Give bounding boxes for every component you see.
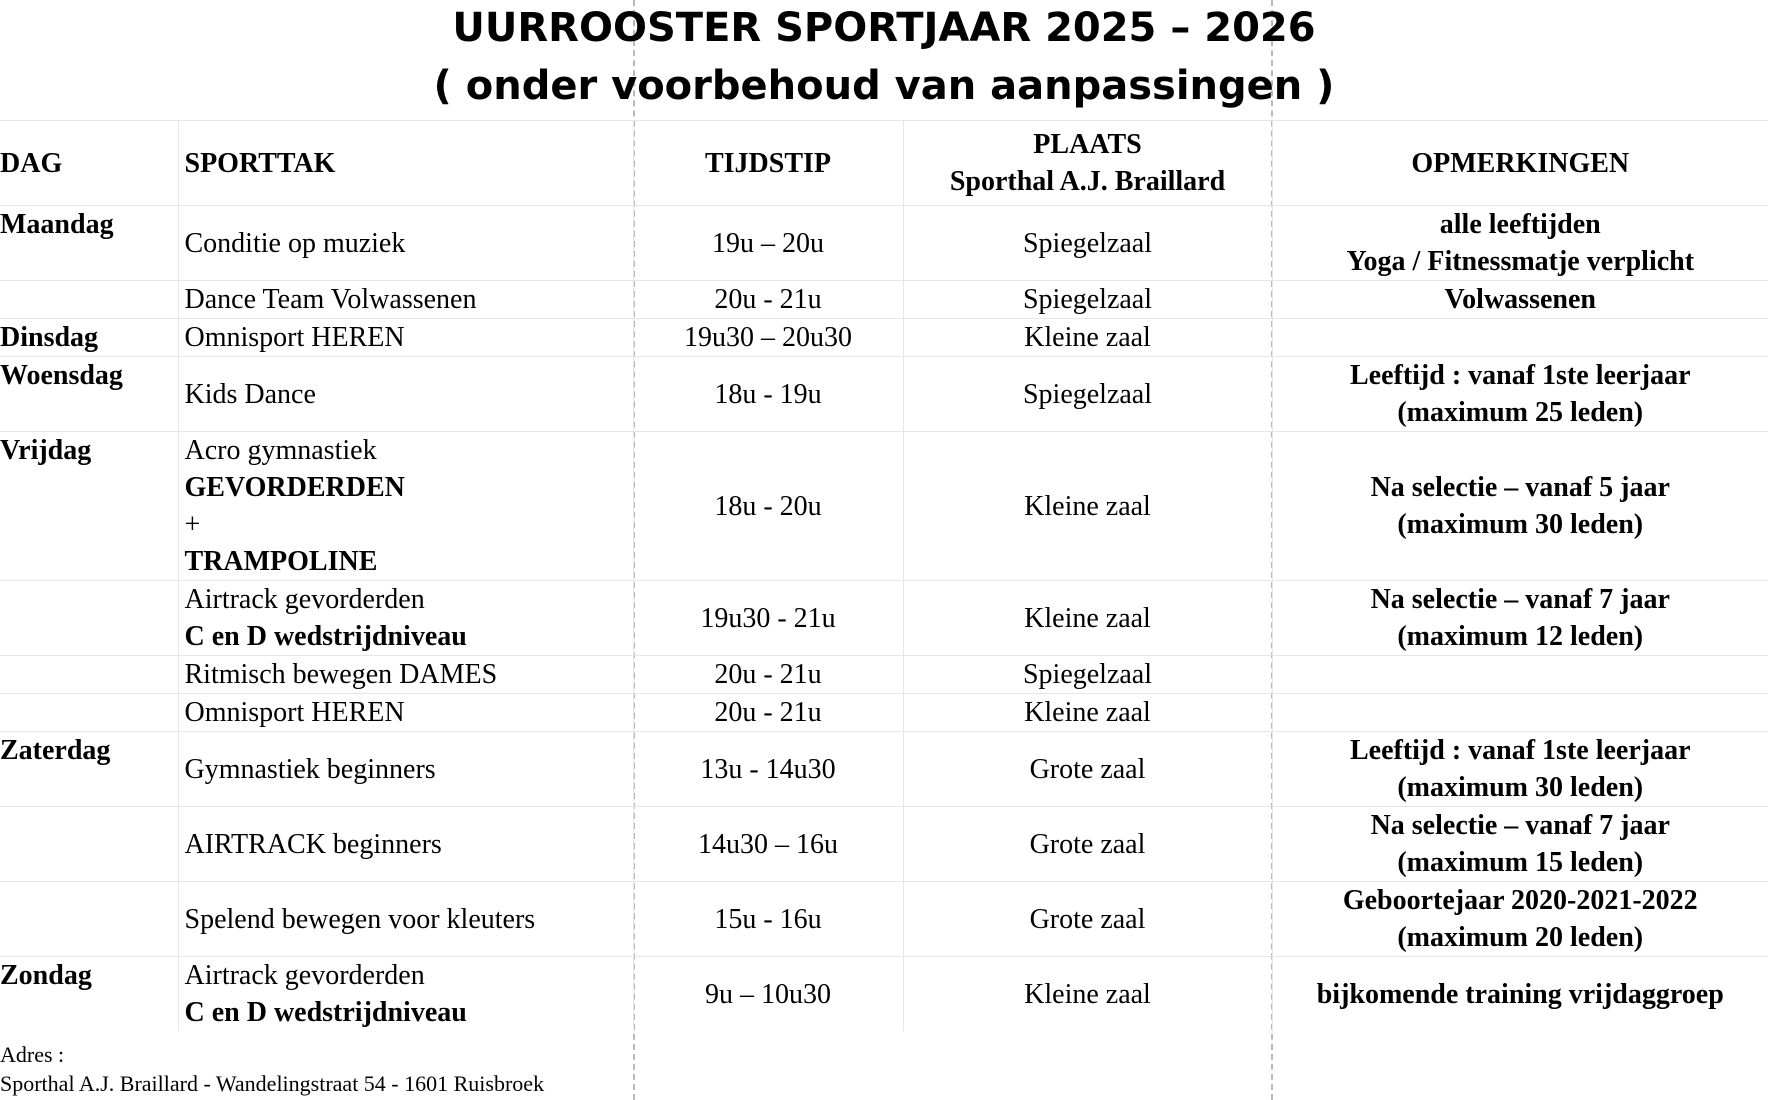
cell-sporttak	[178, 581, 633, 656]
cell-dag	[0, 656, 178, 694]
cell-tijdstip: 9u – 10u30	[633, 957, 903, 1032]
cell-dag	[0, 807, 178, 882]
table-row	[0, 206, 1768, 281]
opmerking-line: Leeftijd : vanaf 1ste leerjaar	[1349, 360, 1691, 391]
header-plaats	[903, 121, 1272, 206]
opmerking-line: alle leeftijden	[1439, 209, 1601, 240]
cell-dag: Woensdag	[0, 357, 178, 432]
sporttak-line: TRAMPOLINE	[184, 546, 378, 577]
table-row	[0, 957, 1768, 1032]
cell-dag: Zondag	[0, 957, 178, 1032]
page-title: UURROOSTER SPORTJAAR 2025 – 2026	[452, 5, 1316, 51]
sporttak-line: Gymnastiek beginners	[184, 753, 436, 785]
cell-sporttak	[178, 432, 633, 581]
cell-opmerkingen	[1272, 357, 1768, 432]
cell-opmerkingen	[1272, 957, 1768, 1032]
cell-plaats: Grote zaal	[903, 732, 1272, 807]
cell-plaats: Kleine zaal	[903, 581, 1272, 656]
address-text: Sporthal A.J. Braillard - Wandelingstraat 54 - 1601 Ruisbroek	[0, 1071, 545, 1096]
table-row	[0, 732, 1768, 807]
cell-plaats: Spiegelzaal	[903, 357, 1272, 432]
sporttak-line: Omnisport HEREN	[184, 697, 405, 728]
cell-sporttak	[178, 206, 633, 281]
sporttak-line: Ritmisch bewegen DAMES	[184, 659, 498, 690]
header-opmerkingen: OPMERKINGEN	[1272, 121, 1768, 206]
cell-sporttak	[178, 656, 633, 694]
sporttak-line: C en D wedstrijdniveau	[184, 621, 467, 652]
cell-dag: Maandag	[0, 206, 178, 281]
cell-tijdstip: 20u - 21u	[633, 694, 903, 732]
cell-opmerkingen	[1272, 882, 1768, 957]
table-row	[0, 432, 1768, 581]
cell-dag	[0, 882, 178, 957]
cell-plaats: Grote zaal	[903, 882, 1272, 957]
cell-opmerkingen	[1272, 319, 1768, 357]
header-dag: DAG	[0, 121, 178, 206]
header-plaats-venue: Sporthal A.J. Braillard	[949, 166, 1226, 197]
cell-opmerkingen	[1272, 432, 1768, 581]
cell-plaats: Kleine zaal	[903, 432, 1272, 581]
cell-sporttak	[178, 957, 633, 1032]
cell-sporttak	[178, 807, 633, 882]
cell-opmerkingen	[1272, 694, 1768, 732]
cell-sporttak	[178, 694, 633, 732]
sporttak-line: +	[184, 509, 201, 540]
sporttak-line: C en D wedstrijdniveau	[184, 997, 467, 1028]
cell-tijdstip: 19u – 20u	[633, 206, 903, 281]
cell-dag: Vrijdag	[0, 432, 178, 581]
sporttak-line: AIRTRACK beginners	[184, 828, 442, 860]
cell-opmerkingen	[1272, 732, 1768, 807]
opmerking-line: bijkomende training vrijdaggroep	[1316, 978, 1724, 1010]
header-sporttak: SPORTTAK	[178, 121, 633, 206]
opmerking-line: Volwassenen	[1444, 284, 1596, 315]
opmerking-line: (maximum 12 leden)	[1397, 621, 1644, 652]
cell-sporttak	[178, 732, 633, 807]
cell-tijdstip: 19u30 - 21u	[633, 581, 903, 656]
cell-opmerkingen	[1272, 581, 1768, 656]
cell-tijdstip: 13u - 14u30	[633, 732, 903, 807]
cell-opmerkingen	[1272, 656, 1768, 694]
opmerking-line: Leeftijd : vanaf 1ste leerjaar	[1349, 735, 1691, 766]
table-row	[0, 281, 1768, 319]
opmerking-line: (maximum 30 leden)	[1397, 509, 1644, 540]
sporttak-line: Conditie op muziek	[184, 227, 406, 259]
schedule-table	[0, 120, 1768, 1031]
cell-dag	[0, 281, 178, 319]
cell-dag: Zaterdag	[0, 732, 178, 807]
cell-dag: Dinsdag	[0, 319, 178, 357]
cell-tijdstip: 14u30 – 16u	[633, 807, 903, 882]
cell-tijdstip: 18u - 19u	[633, 357, 903, 432]
sporttak-line: Spelend bewegen voor kleuters	[184, 903, 536, 935]
opmerking-line: Geboortejaar 2020-2021-2022	[1342, 885, 1698, 916]
cell-sporttak	[178, 281, 633, 319]
sporttak-line: Airtrack gevorderden	[184, 584, 425, 615]
cell-plaats: Kleine zaal	[903, 319, 1272, 357]
cell-opmerkingen	[1272, 206, 1768, 281]
opmerking-line: Na selectie – vanaf 7 jaar	[1370, 810, 1670, 841]
cell-dag	[0, 694, 178, 732]
header-tijdstip: TIJDSTIP	[633, 121, 903, 206]
cell-plaats: Kleine zaal	[903, 694, 1272, 732]
cell-opmerkingen	[1272, 281, 1768, 319]
cell-sporttak	[178, 357, 633, 432]
table-header-row	[0, 121, 1768, 206]
sporttak-line: Dance Team Volwassenen	[184, 284, 477, 315]
table-row	[0, 581, 1768, 656]
cell-plaats: Kleine zaal	[903, 957, 1272, 1032]
sporttak-line: Airtrack gevorderden	[184, 960, 425, 991]
opmerking-line: Na selectie – vanaf 5 jaar	[1370, 472, 1670, 503]
cell-opmerkingen	[1272, 807, 1768, 882]
cell-plaats: Spiegelzaal	[903, 206, 1272, 281]
table-row	[0, 882, 1768, 957]
cell-tijdstip: 20u - 21u	[633, 656, 903, 694]
table-row	[0, 694, 1768, 732]
sporttak-line: GEVORDERDEN	[184, 472, 405, 503]
table-row	[0, 357, 1768, 432]
cell-plaats: Spiegelzaal	[903, 281, 1272, 319]
cell-sporttak	[178, 319, 633, 357]
opmerking-line: Yoga / Fitnessmatje verplicht	[1346, 246, 1695, 277]
opmerking-line: Na selectie – vanaf 7 jaar	[1370, 584, 1670, 615]
sporttak-line: Acro gymnastiek	[184, 435, 377, 466]
cell-sporttak	[178, 882, 633, 957]
cell-dag	[0, 581, 178, 656]
cell-tijdstip: 20u - 21u	[633, 281, 903, 319]
cell-tijdstip: 15u - 16u	[633, 882, 903, 957]
table-row	[0, 319, 1768, 357]
cell-tijdstip: 18u - 20u	[633, 432, 903, 581]
sporttak-line: Kids Dance	[184, 378, 316, 410]
table-row	[0, 656, 1768, 694]
opmerking-line: (maximum 15 leden)	[1397, 847, 1644, 878]
address-label: Adres :	[0, 1042, 65, 1067]
cell-plaats: Spiegelzaal	[903, 656, 1272, 694]
cell-tijdstip: 19u30 – 20u30	[633, 319, 903, 357]
opmerking-line: (maximum 30 leden)	[1397, 772, 1644, 803]
table-row	[0, 807, 1768, 882]
opmerking-line: (maximum 25 leden)	[1397, 397, 1644, 428]
opmerking-line: (maximum 20 leden)	[1397, 922, 1644, 953]
cell-plaats: Grote zaal	[903, 807, 1272, 882]
sporttak-line: Omnisport HEREN	[184, 322, 405, 353]
header-plaats-label: PLAATS	[1033, 129, 1142, 160]
page-subtitle: ( onder voorbehoud van aanpassingen )	[433, 63, 1335, 109]
